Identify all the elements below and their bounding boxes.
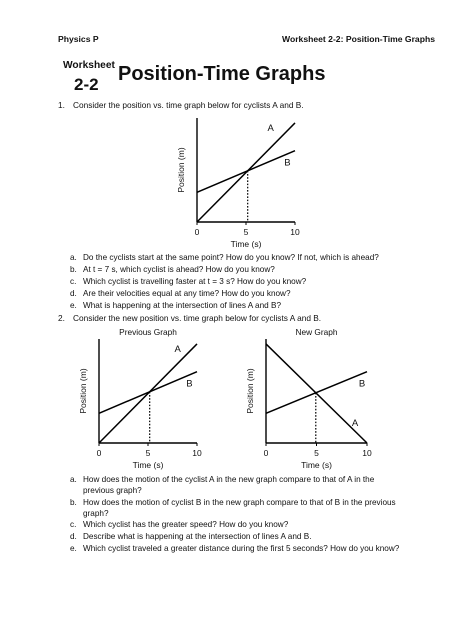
- sub-text: How does the motion of the cyclist A in the new graph compare to that of A in the: [83, 475, 375, 484]
- graph-previous-title: Previous Graph: [119, 327, 177, 337]
- sub-letter: d.: [70, 289, 77, 298]
- question-number: 2.: [58, 313, 65, 323]
- sub-text-continued: graph?: [83, 508, 109, 518]
- sub-letter: b.: [70, 265, 77, 274]
- graph-1-x-axis-label: Time (s): [230, 239, 262, 249]
- graph-new-series-b: [266, 372, 367, 414]
- graph-new-x-tick-label: 0: [263, 448, 269, 458]
- sub-letter: b.: [70, 498, 77, 507]
- sub-text: Which cyclist traveled a greater distance during the first 5 seconds? How do you know?: [83, 544, 400, 553]
- sub-text: At t = 7 s, which cyclist is ahead? How do you know?: [83, 265, 275, 274]
- sub-letter: e.: [70, 301, 77, 310]
- graph-1-x-tick-label: 0: [194, 227, 200, 237]
- page-title: Position-Time Graphs: [118, 63, 326, 85]
- graph-previous-x-tick-label: 0: [96, 448, 102, 458]
- graph-previous-x-axis-label: Time (s): [132, 460, 164, 470]
- graph-previous-y-axis-label: Position (m): [78, 368, 88, 414]
- sub-text: What is happening at the intersection of lines A and B?: [83, 301, 281, 310]
- graph-new-title: New Graph: [295, 327, 338, 337]
- sub-letter: a.: [70, 253, 77, 262]
- graph-1-series-label-b: B: [284, 157, 291, 169]
- sub-text: Which cyclist is travelling faster at t = 3 s? How do you know?: [83, 277, 307, 286]
- header-course: Physics P: [58, 34, 99, 44]
- worksheet-label: Worksheet: [63, 60, 115, 71]
- sub-letter: a.: [70, 475, 77, 484]
- sub-text: Do the cyclists start at the same point? How do you know? If not, which is ahead?: [83, 253, 379, 262]
- sub-text: How does the motion of cyclist B in the new graph compare to that of B in the previous: [83, 498, 396, 507]
- graph-1-series-b: [197, 151, 295, 193]
- graph-previous-series-a: [99, 344, 197, 443]
- graph-1-series-label-a: A: [267, 122, 274, 134]
- graph-new-series-label-a: A: [351, 418, 359, 430]
- question-number: 1.: [58, 100, 65, 110]
- graph-previous-series-label-b: B: [186, 378, 193, 390]
- sub-letter: c.: [70, 277, 77, 286]
- graph-1-x-tick-label: 10: [290, 227, 300, 237]
- graph-previous-x-tick-label: 5: [145, 448, 151, 458]
- worksheet-number: 2-2: [74, 75, 99, 94]
- sub-letter: c.: [70, 520, 77, 529]
- graph-previous-series-label-a: A: [174, 343, 181, 355]
- graph-1-series-a: [197, 123, 295, 222]
- sub-text: Describe what is happening at the intersection of lines A and B.: [83, 532, 312, 541]
- graph-new-series-label-b: B: [358, 378, 366, 390]
- sub-text: Which cyclist has the greater speed? How do you know?: [83, 520, 289, 529]
- graph-new-y-axis-label: Position (m): [245, 368, 255, 414]
- graph-new-x-tick-label: 5: [314, 448, 319, 458]
- sub-letter: d.: [70, 532, 77, 541]
- question-text: Consider the position vs. time graph below for cyclists A and B.: [73, 100, 304, 110]
- question-text: Consider the new position vs. time graph below for cyclists A and B.: [73, 313, 322, 323]
- sub-letter: e.: [70, 544, 77, 553]
- sub-text-continued: previous graph?: [83, 485, 142, 495]
- graph-previous-series-b: [99, 372, 197, 414]
- sub-text: Are their velocities equal at any time? How do you know?: [83, 289, 291, 298]
- header-worksheet-title: Worksheet 2-2: Position-Time Graphs: [282, 34, 435, 44]
- graph-previous-x-tick-label: 10: [192, 448, 202, 458]
- graph-1-x-tick-label: 5: [243, 227, 249, 237]
- graph-new-x-tick-label: 10: [362, 448, 372, 458]
- graph-1-y-axis-label: Position (m): [176, 147, 186, 193]
- graph-new-x-axis-label: Time (s): [301, 460, 332, 470]
